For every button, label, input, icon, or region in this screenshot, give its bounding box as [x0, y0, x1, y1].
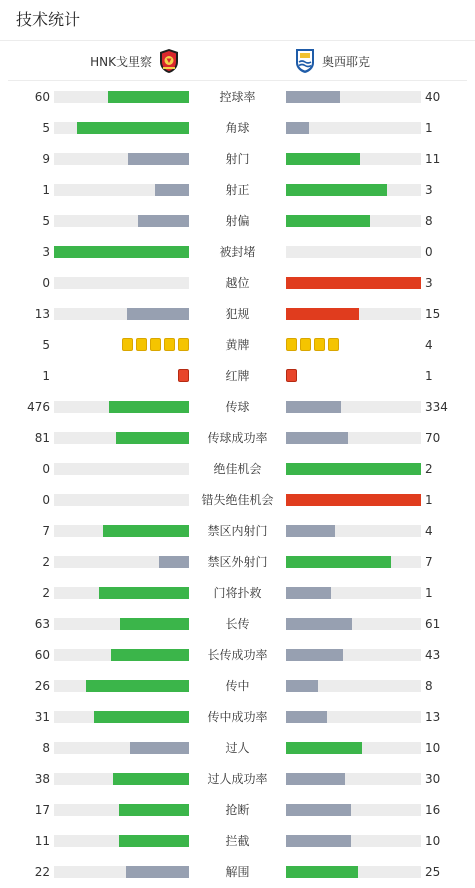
- stat-label: 门将扑救: [213, 586, 262, 600]
- away-stat-bar-fill: [286, 773, 345, 785]
- away-stat-value: 10: [425, 741, 441, 755]
- stat-label: 错失绝佳机会: [201, 493, 274, 507]
- home-stat-value: 13: [34, 307, 50, 321]
- home-stat-bar: [54, 773, 189, 785]
- stat-label: 禁区外射门: [207, 555, 268, 569]
- yellow-card-icon: [178, 338, 189, 351]
- home-stat-value: 26: [34, 679, 50, 693]
- home-stat-bar: [54, 680, 189, 692]
- away-stat-bar-fill: [286, 525, 335, 537]
- stat-row: [0, 639, 475, 670]
- home-stat-bar: [54, 835, 189, 847]
- home-stat-value: 0: [42, 493, 50, 507]
- stat-row: [0, 422, 475, 453]
- away-stat-bar: [286, 680, 421, 692]
- away-stat-value: 7: [425, 555, 433, 569]
- home-stat-bar: [54, 91, 189, 103]
- yellow-card-icon: [164, 338, 175, 351]
- home-stat-bar-fill: [116, 432, 189, 444]
- stat-label: 射偏: [225, 214, 250, 228]
- home-stat-bar-fill: [54, 246, 189, 258]
- away-team[interactable]: [294, 41, 370, 81]
- home-stat-bar: [54, 401, 189, 413]
- home-stat-bar: [54, 804, 189, 816]
- stat-label: 长传成功率: [207, 648, 268, 662]
- away-stat-value: 0: [425, 245, 433, 259]
- stat-row: [0, 236, 475, 267]
- away-stat-bar-fill: [286, 649, 343, 661]
- home-stat-value: 60: [34, 648, 50, 662]
- away-stat-value: 25: [425, 865, 441, 879]
- away-stat-bar: [286, 711, 421, 723]
- away-stat-bar-fill: [286, 556, 391, 568]
- stat-label: 解围: [225, 865, 250, 879]
- stat-row: [0, 391, 475, 422]
- home-stat-bar: [54, 649, 189, 661]
- away-stat-bar: [286, 835, 421, 847]
- away-stat-bar: [286, 556, 421, 568]
- home-stat-bar: [54, 277, 189, 289]
- home-stat-value: 5: [42, 214, 50, 228]
- away-stat-bar-fill: [286, 711, 327, 723]
- away-stat-bar: [286, 649, 421, 661]
- teams-header: [8, 41, 467, 81]
- red-card-icon: [286, 369, 297, 382]
- away-stat-value: 10: [425, 834, 441, 848]
- stat-label: 过人成功率: [207, 772, 268, 786]
- stat-label: 长传: [225, 617, 250, 631]
- home-stat-bar: [54, 308, 189, 320]
- away-stat-value: 1: [425, 493, 433, 507]
- away-stat-bar-fill: [286, 277, 421, 289]
- away-stat-bar-fill: [286, 866, 358, 878]
- away-stat-bar: [286, 618, 421, 630]
- home-stat-bar-fill: [120, 618, 189, 630]
- home-stat-bar: [54, 463, 189, 475]
- home-stat-bar: [54, 494, 189, 506]
- stat-label: 犯规: [225, 307, 250, 321]
- home-stat-value: 60: [34, 90, 50, 104]
- stat-row: [0, 453, 475, 484]
- away-stat-bar: [286, 184, 421, 196]
- home-stat-bar: [54, 184, 189, 196]
- home-stat-bar: [54, 742, 189, 754]
- home-stat-bar-fill: [111, 649, 189, 661]
- away-stat-value: 8: [425, 679, 433, 693]
- stat-label: 过人: [225, 741, 250, 755]
- away-stat-bar: [286, 525, 421, 537]
- away-stat-value: 3: [425, 183, 433, 197]
- away-stat-bar-fill: [286, 153, 360, 165]
- home-cards: [122, 338, 189, 351]
- page-header: [0, 0, 475, 41]
- stat-row: [0, 298, 475, 329]
- away-stat-bar: [286, 91, 421, 103]
- home-stat-bar: [54, 432, 189, 444]
- home-stat-value: 3: [42, 245, 50, 259]
- away-stat-value: 43: [425, 648, 441, 662]
- home-stat-bar: [54, 618, 189, 630]
- home-stat-bar: [54, 246, 189, 258]
- home-stat-value: 5: [42, 338, 50, 352]
- away-stat-bar-fill: [286, 680, 318, 692]
- away-stat-value: 4: [425, 338, 433, 352]
- away-stat-bar-fill: [286, 432, 348, 444]
- stat-row: [0, 329, 475, 360]
- away-stat-bar-fill: [286, 463, 421, 475]
- home-stat-value: 476: [27, 400, 50, 414]
- home-stat-bar-fill: [130, 742, 189, 754]
- away-stat-bar-fill: [286, 184, 387, 196]
- stat-row: [0, 81, 475, 112]
- away-cards: [286, 338, 339, 351]
- away-stat-value: 2: [425, 462, 433, 476]
- stat-label: 传中: [225, 679, 250, 693]
- away-stat-bar: [286, 277, 421, 289]
- stat-label: 传球成功率: [207, 431, 268, 445]
- away-team-name: 奥西耶克: [322, 54, 371, 69]
- away-stat-value: 8: [425, 214, 433, 228]
- hnk-gorica-crest-icon: [158, 48, 180, 74]
- away-stat-value: 1: [425, 586, 433, 600]
- stat-label: 禁区内射门: [207, 524, 268, 538]
- home-stat-value: 38: [34, 772, 50, 786]
- page-title: 技术统计: [16, 10, 81, 29]
- home-stat-bar: [54, 587, 189, 599]
- stat-label: 角球: [225, 121, 250, 135]
- home-stat-bar-fill: [119, 835, 189, 847]
- away-stat-bar: [286, 153, 421, 165]
- stat-row: [0, 205, 475, 236]
- away-stat-bar: [286, 866, 421, 878]
- stat-label: 被封堵: [219, 245, 256, 259]
- away-stat-value: 13: [425, 710, 441, 724]
- stat-row: [0, 701, 475, 732]
- home-stat-value: 5: [42, 121, 50, 135]
- away-stat-value: 30: [425, 772, 441, 786]
- yellow-card-icon: [122, 338, 133, 351]
- stat-row: [0, 794, 475, 825]
- home-stat-value: 11: [34, 834, 50, 848]
- home-stat-value: 63: [34, 617, 50, 631]
- home-stat-bar-fill: [99, 587, 189, 599]
- stat-label: 黄牌: [225, 338, 250, 352]
- stat-label: 传球: [225, 400, 250, 414]
- away-stat-bar: [286, 587, 421, 599]
- away-stat-bar-fill: [286, 618, 352, 630]
- home-stat-bar-fill: [103, 525, 189, 537]
- home-stat-value: 1: [42, 369, 50, 383]
- away-stat-bar-fill: [286, 122, 309, 134]
- red-card-icon: [178, 369, 189, 382]
- stat-row: [0, 763, 475, 794]
- stat-label: 绝佳机会: [213, 462, 262, 476]
- yellow-card-icon: [328, 338, 339, 351]
- stat-label: 抢断: [225, 803, 250, 817]
- home-team-name: HNK戈里察: [90, 54, 152, 69]
- stats-table: [0, 81, 475, 887]
- away-stat-bar: [286, 122, 421, 134]
- stat-label: 红牌: [225, 369, 250, 383]
- away-stat-value: 1: [425, 121, 433, 135]
- away-stat-bar-fill: [286, 804, 351, 816]
- home-stat-bar-fill: [113, 773, 189, 785]
- stat-row: [0, 267, 475, 298]
- away-stat-bar: [286, 804, 421, 816]
- home-stat-bar-fill: [108, 91, 189, 103]
- stat-row: [0, 608, 475, 639]
- away-stat-value: 16: [425, 803, 441, 817]
- away-stat-bar-fill: [286, 587, 331, 599]
- stat-row: [0, 856, 475, 887]
- home-stat-value: 8: [42, 741, 50, 755]
- stat-row: [0, 484, 475, 515]
- home-stat-bar-fill: [109, 401, 189, 413]
- home-stat-bar: [54, 153, 189, 165]
- stat-label: 射门: [225, 152, 250, 166]
- away-stat-bar: [286, 308, 421, 320]
- yellow-card-icon: [150, 338, 161, 351]
- away-stat-value: 334: [425, 400, 448, 414]
- away-stat-value: 4: [425, 524, 433, 538]
- yellow-card-icon: [300, 338, 311, 351]
- home-stat-value: 22: [34, 865, 50, 879]
- home-stat-bar: [54, 866, 189, 878]
- home-stat-value: 0: [42, 462, 50, 476]
- stat-label: 越位: [225, 276, 250, 290]
- away-stat-value: 3: [425, 276, 433, 290]
- stat-row: [0, 360, 475, 391]
- home-stat-bar-fill: [155, 184, 189, 196]
- stat-row: [0, 174, 475, 205]
- away-stat-value: 1: [425, 369, 433, 383]
- stat-row: [0, 143, 475, 174]
- yellow-card-icon: [136, 338, 147, 351]
- home-stat-bar: [54, 215, 189, 227]
- away-stat-bar-fill: [286, 215, 370, 227]
- home-stat-bar-fill: [159, 556, 189, 568]
- home-stat-bar-fill: [94, 711, 189, 723]
- away-stat-value: 70: [425, 431, 441, 445]
- away-stat-bar: [286, 463, 421, 475]
- home-stat-bar: [54, 711, 189, 723]
- stat-row: [0, 670, 475, 701]
- stat-label: 拦截: [225, 834, 250, 848]
- home-cards: [178, 369, 189, 382]
- stat-row: [0, 546, 475, 577]
- home-stat-bar-fill: [126, 866, 189, 878]
- home-stat-bar-fill: [86, 680, 189, 692]
- stat-row: [0, 577, 475, 608]
- stat-row: [0, 515, 475, 546]
- away-stat-bar-fill: [286, 835, 351, 847]
- stat-row: [0, 112, 475, 143]
- home-stat-value: 2: [42, 555, 50, 569]
- away-stat-bar-fill: [286, 742, 362, 754]
- home-stat-value: 1: [42, 183, 50, 197]
- home-stat-value: 2: [42, 586, 50, 600]
- away-stat-bar: [286, 215, 421, 227]
- away-stat-value: 15: [425, 307, 441, 321]
- stat-label: 传中成功率: [207, 710, 268, 724]
- nk-osijek-crest-icon: [294, 48, 316, 74]
- away-stat-bar: [286, 401, 421, 413]
- away-stat-value: 11: [425, 152, 441, 166]
- away-stat-bar-fill: [286, 91, 340, 103]
- away-stat-bar: [286, 494, 421, 506]
- away-stat-bar: [286, 773, 421, 785]
- home-stat-value: 31: [34, 710, 50, 724]
- home-stat-bar-fill: [119, 804, 189, 816]
- yellow-card-icon: [314, 338, 325, 351]
- home-stat-bar-fill: [127, 308, 189, 320]
- home-stat-bar: [54, 525, 189, 537]
- home-stat-bar: [54, 556, 189, 568]
- stat-row: [0, 732, 475, 763]
- away-stat-bar: [286, 432, 421, 444]
- home-stat-value: 17: [34, 803, 50, 817]
- home-stat-value: 9: [42, 152, 50, 166]
- home-stat-value: 7: [42, 524, 50, 538]
- away-stat-bar-fill: [286, 308, 359, 320]
- yellow-card-icon: [286, 338, 297, 351]
- home-stat-bar: [54, 122, 189, 134]
- stat-label: 射正: [225, 183, 250, 197]
- away-stat-value: 61: [425, 617, 441, 631]
- away-stat-value: 40: [425, 90, 441, 104]
- away-stat-bar-fill: [286, 401, 341, 413]
- home-stat-bar-fill: [77, 122, 189, 134]
- home-team[interactable]: [90, 41, 180, 81]
- home-stat-bar-fill: [138, 215, 189, 227]
- home-stat-value: 0: [42, 276, 50, 290]
- home-stat-bar-fill: [128, 153, 189, 165]
- away-cards: [286, 369, 297, 382]
- away-stat-bar: [286, 246, 421, 258]
- stat-label: 控球率: [219, 90, 256, 104]
- away-stat-bar-fill: [286, 494, 421, 506]
- away-stat-bar: [286, 742, 421, 754]
- home-stat-value: 81: [34, 431, 50, 445]
- stat-row: [0, 825, 475, 856]
